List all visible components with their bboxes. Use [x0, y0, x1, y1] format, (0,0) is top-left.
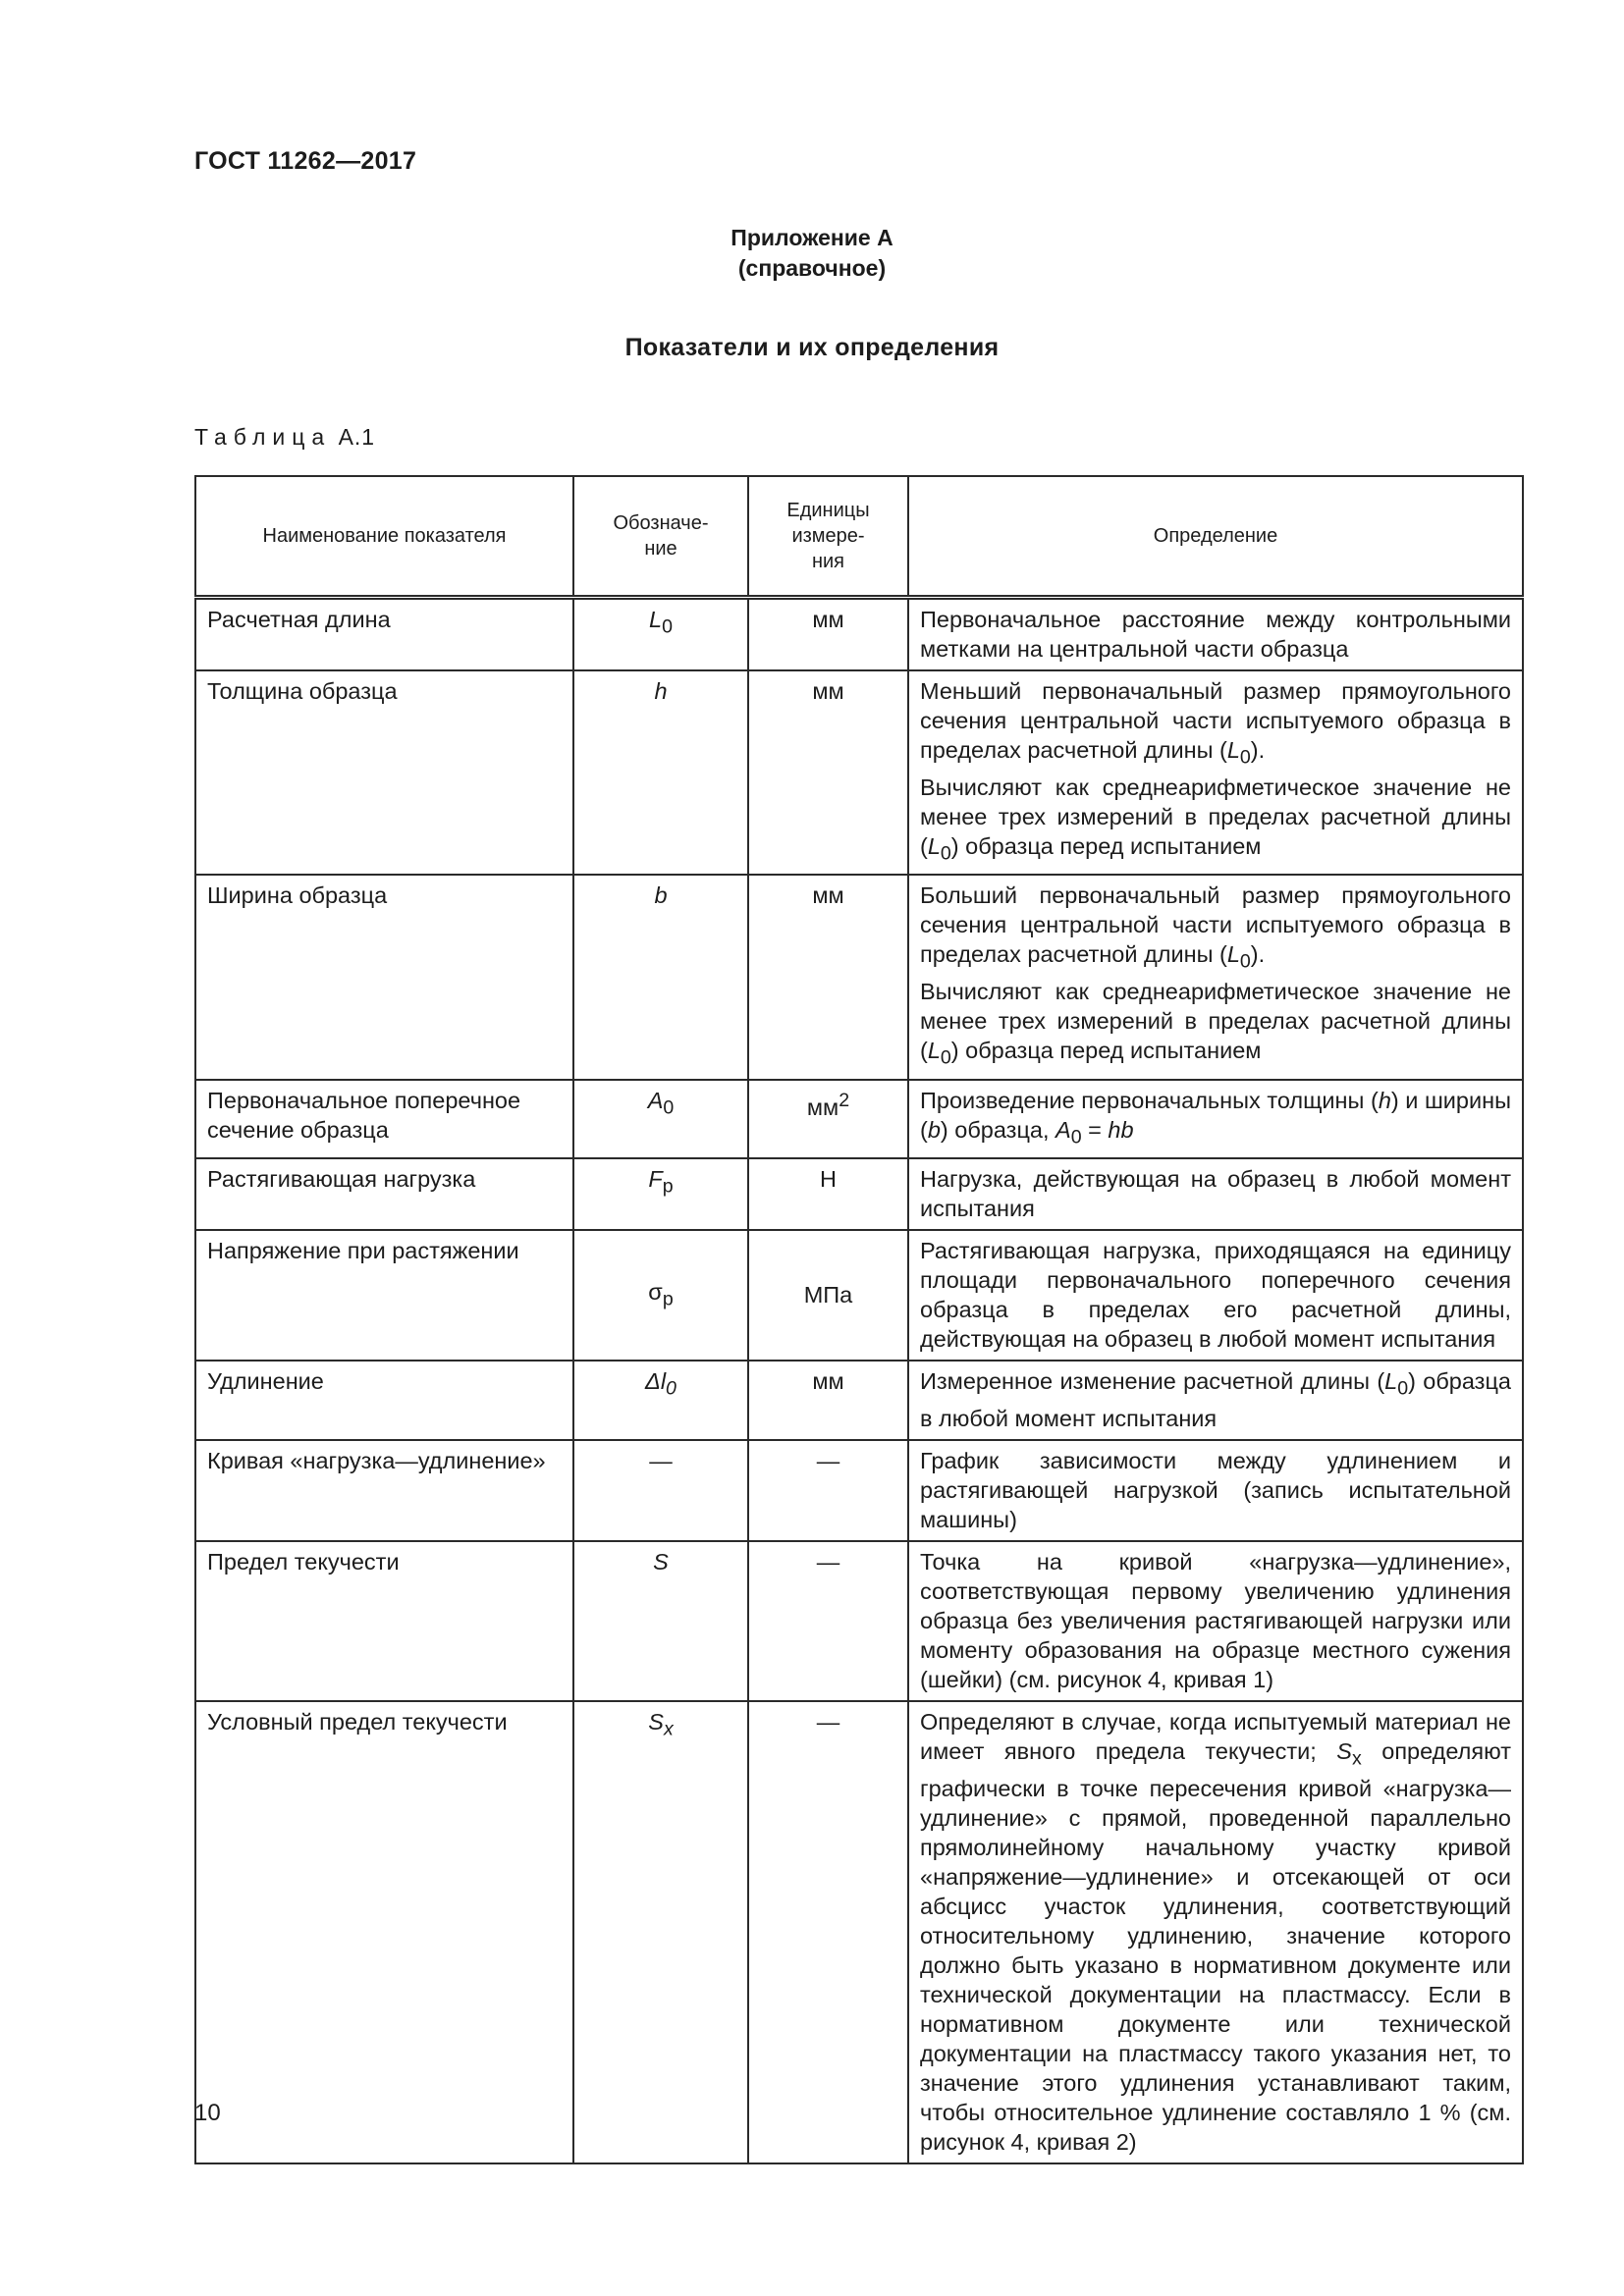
- row-symbol: [573, 1230, 748, 1361]
- row-definition: [908, 1361, 1523, 1440]
- unit-main: мм: [806, 1094, 839, 1120]
- symbol-sub: р: [662, 1288, 674, 1310]
- row-name: Расчетная длина: [195, 598, 573, 671]
- unit-sup: 2: [839, 1089, 850, 1111]
- header-unit: [748, 476, 908, 598]
- symbol-main: A: [647, 1087, 664, 1113]
- header-symbol-line-1: Обозначе-: [613, 512, 709, 534]
- definition-symbol-sub: 0: [1397, 1378, 1409, 1401]
- indicators-table: [194, 475, 1524, 2164]
- table-row: [195, 1230, 1523, 1361]
- definition-text: =: [1081, 1116, 1109, 1143]
- row-name: Удлинение: [195, 1361, 573, 1440]
- header-symbol-line-2: ние: [644, 538, 677, 560]
- definition-symbol: L: [927, 832, 941, 859]
- row-name: Кривая «нагрузка—удлинение»: [195, 1440, 573, 1541]
- definition-text: ).: [1250, 737, 1266, 763]
- row-unit: мм: [748, 598, 908, 671]
- row-unit: МПа: [748, 1230, 908, 1361]
- row-name: Толщина образца: [195, 670, 573, 875]
- row-unit: —: [748, 1440, 908, 1541]
- row-name: Напряжение при растяжении: [195, 1230, 573, 1361]
- row-unit: —: [748, 1541, 908, 1701]
- row-unit: мм: [748, 875, 908, 1079]
- definition-symbol-sub: 0: [1070, 1126, 1082, 1148]
- section-title: Показатели и их определения: [624, 334, 1000, 361]
- definition-text: Определяют в случае, когда испытуемый материал не имеет явного предела текучести;: [920, 1709, 1511, 1765]
- definition-text: Меньший первоначальный размер прямоугольного сечения центральной части испытуемого образца в пределах расчетной длины (: [920, 678, 1511, 763]
- row-name: Растягивающая нагрузка: [195, 1158, 573, 1230]
- table-row: [195, 1158, 1523, 1230]
- row-name: Предел текучести: [195, 1541, 573, 1701]
- table-row: [195, 875, 1523, 1079]
- definition-paragraph: [920, 773, 1511, 869]
- definition-symbol-sub: x: [1351, 1747, 1362, 1770]
- header-symbol: [573, 476, 748, 598]
- table-header-row: [195, 476, 1523, 598]
- symbol-sub: 0: [662, 615, 673, 638]
- document-code: ГОСТ 11262—2017: [194, 147, 417, 175]
- row-definition: Растягивающая нагрузка, приходящаяся на единицу площади первоначального поперечного сечения образца в пределах его расчетной длины, действующая на образец в любой момент испытания: [908, 1230, 1523, 1361]
- definition-symbol: h: [1378, 1087, 1391, 1113]
- row-name: Первоначальное поперечное сечение образца: [195, 1080, 573, 1159]
- appendix-status: (справочное): [737, 255, 887, 281]
- row-symbol: [573, 1080, 748, 1159]
- definition-symbol: L: [927, 1038, 941, 1064]
- row-definition: Нагрузка, действующая на образец в любой момент испытания: [908, 1158, 1523, 1230]
- row-symbol: [573, 875, 748, 1079]
- definition-text: Вычисляют как среднеарифметическое значение не менее трех измерений в пределах расчетной длины (: [920, 774, 1511, 859]
- definition-text: ) образца,: [940, 1116, 1056, 1143]
- row-unit: Н: [748, 1158, 908, 1230]
- row-unit: мм: [748, 1361, 908, 1440]
- symbol-sub: р: [662, 1176, 674, 1199]
- row-unit: —: [748, 1701, 908, 2163]
- appendix-title: Приложение А: [731, 225, 893, 250]
- table-caption: [194, 424, 375, 451]
- row-definition: [908, 1701, 1523, 2163]
- symbol-sub: 0: [666, 1378, 677, 1401]
- definition-symbol: L: [1226, 737, 1240, 763]
- header-unit-line-2: измере-: [791, 525, 865, 547]
- row-symbol: [573, 1361, 748, 1440]
- definition-symbol: L: [1226, 941, 1240, 968]
- table-row: [195, 1080, 1523, 1159]
- table-row: [195, 1440, 1523, 1541]
- definition-paragraph: [920, 676, 1511, 773]
- header-definition: Определение: [908, 476, 1523, 598]
- definition-symbol-sub: 0: [1239, 951, 1251, 974]
- row-symbol: [573, 670, 748, 875]
- row-name: Условный предел текучести: [195, 1701, 573, 2163]
- row-symbol: [573, 1440, 748, 1541]
- definition-symbol: L: [1384, 1368, 1398, 1395]
- definition-symbol-sub: 0: [1239, 746, 1251, 769]
- symbol-sub: 0: [663, 1096, 675, 1119]
- row-unit: мм: [748, 670, 908, 875]
- definition-symbol: A: [1056, 1116, 1071, 1143]
- row-definition: Первоначальное расстояние между контрольными метками на центральной части образца: [908, 598, 1523, 671]
- definition-text: Вычисляют как среднеарифметическое значение не менее трех измерений в пределах расчетной длины (: [920, 979, 1511, 1064]
- row-definition: График зависимости между удлинением и растягивающей нагрузкой (запись испытательной машины): [908, 1440, 1523, 1541]
- symbol-main: σ: [648, 1278, 663, 1305]
- definition-text: ).: [1250, 941, 1266, 968]
- symbol-main: L: [649, 607, 663, 632]
- definition-symbol: hb: [1108, 1116, 1134, 1143]
- row-symbol: [573, 1541, 748, 1701]
- symbol-main: S: [648, 1709, 664, 1735]
- table-caption-word: Таблица: [194, 424, 332, 450]
- definition-symbol-sub: 0: [940, 1046, 951, 1069]
- row-symbol: [573, 1701, 748, 2163]
- definition-text: ) образца перед испытанием: [950, 832, 1262, 859]
- row-definition: [908, 1080, 1523, 1159]
- row-unit: [748, 1080, 908, 1159]
- definition-text: ) и ширины (: [920, 1087, 1511, 1143]
- definition-paragraph: [920, 977, 1511, 1073]
- row-definition: Точка на кривой «нагрузка—удлинение», соответствующая первому увеличению удлинения образца без увеличения растягивающей нагрузки или моменту образования на образце местного сужения (шейки) (см. рисунок 4, кривая 1): [908, 1541, 1523, 1701]
- table-caption-number: А.1: [338, 424, 376, 450]
- symbol-sub: x: [663, 1718, 674, 1740]
- row-symbol: [573, 1158, 748, 1230]
- table-row: [195, 1361, 1523, 1440]
- table-row: [195, 598, 1523, 671]
- definition-text: Произведение первоначальных толщины (: [920, 1087, 1379, 1113]
- table-row: [195, 1541, 1523, 1701]
- row-definition: [908, 875, 1523, 1079]
- row-definition: [908, 670, 1523, 875]
- symbol-main: S: [653, 1549, 669, 1575]
- definition-text: ) образца в любой момент испытания: [920, 1368, 1511, 1432]
- row-symbol: [573, 598, 748, 671]
- definition-symbol: S: [1336, 1738, 1352, 1765]
- definition-text: Измеренное изменение расчетной длины (: [920, 1368, 1385, 1395]
- page-number: 10: [194, 2100, 221, 2126]
- definition-text: определяют графически в точке пересечения кривой «нагрузка—удлинение» с прямой, проведенной параллельно прямолинейному начальному участку кривой «напряжение—удлинение» и отсекающей от оси абсцисс участок удлинения, соответствующий относительному удлинению, значение которого должно быть указано в нормативном документе или технической документации на пластмассу. Если в нормативном документе или технической документации на пластмассу такого указания нет, то значение этого удлинения устанавливают таким, чтобы относительное удлинение составляло 1 % (см. рисунок 4, кривая 2): [920, 1738, 1511, 2155]
- symbol-main: —: [649, 1448, 673, 1474]
- definition-symbol: b: [927, 1116, 941, 1143]
- definition-text: ) образца перед испытанием: [950, 1038, 1262, 1064]
- definition-symbol-sub: 0: [940, 842, 951, 865]
- symbol-main: h: [654, 678, 668, 704]
- row-name: Ширина образца: [195, 875, 573, 1079]
- header-unit-line-3: ния: [811, 551, 845, 572]
- table-row: [195, 1701, 1523, 2163]
- definition-paragraph: [920, 881, 1511, 977]
- table-row: [195, 670, 1523, 875]
- header-unit-line-1: Единицы: [786, 500, 870, 521]
- header-name: Наименование показателя: [195, 476, 573, 598]
- symbol-main: Δl: [645, 1368, 667, 1395]
- symbol-main: b: [654, 882, 668, 909]
- symbol-main: F: [648, 1166, 663, 1193]
- definition-text: Больший первоначальный размер прямоугольного сечения центральной части испытуемого образца в пределах расчетной длины (: [920, 882, 1511, 968]
